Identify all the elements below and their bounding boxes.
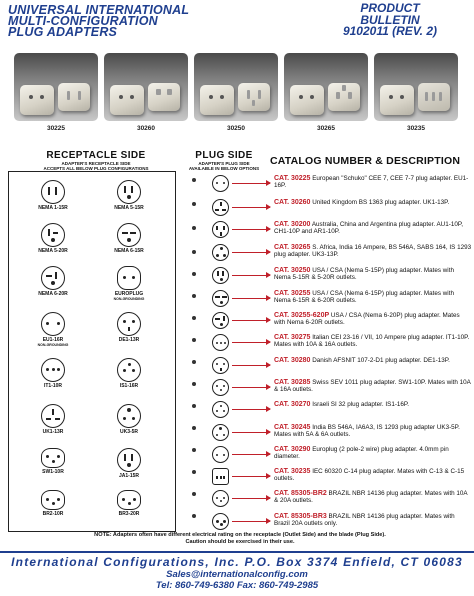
br2-10r-icon — [41, 490, 65, 510]
caution-note — [30, 532, 450, 545]
arrow-icon — [232, 409, 270, 410]
italian-plug-icon — [212, 334, 229, 351]
receptacle-label: BR3-20R — [118, 511, 140, 517]
swiss-plug-icon — [212, 379, 229, 396]
receptacle-uk3-5r — [99, 404, 159, 438]
bulletin-line-3: 9102011 (REV. 2) — [342, 24, 438, 38]
catalog-number: CAT. 30290 — [274, 446, 311, 453]
catalog-description: BRAZIL NBR 14136 plug adapter. Mates with 10A & 20A outlets. — [274, 490, 468, 505]
receptacle-label: UK3-5R — [119, 429, 139, 435]
bulletin-line-2: BULLETIN — [360, 12, 420, 27]
arrow-icon — [232, 498, 270, 499]
plug-subheading-1: ADAPTER'S PLUG SIDE — [198, 161, 250, 166]
brazil-plug-icon — [212, 490, 229, 507]
photo-label: 30265 — [316, 125, 336, 132]
catalog-row-30200 — [212, 221, 474, 241]
bulletin-line-1: PRODUCT — [360, 1, 420, 15]
title-line-1: UNIVERSAL INTERNATIONAL — [8, 3, 190, 17]
receptacle-uk1-13r — [23, 404, 83, 438]
uk1-13r-icon — [41, 404, 65, 428]
photo-label: 30235 — [406, 125, 426, 132]
catalog-row-30280 — [212, 357, 474, 377]
catalog-description: United Kingdom BS 1363 plug adapter. UK1-13P. — [312, 199, 450, 206]
adapter-photo-30225 — [14, 53, 98, 121]
receptacle-label: BR2-10R — [42, 511, 64, 517]
br3-20r-icon — [117, 490, 141, 510]
receptacle-subheading-2: ACCEPTS ALL BELOW PLUG CONFIGURATIONS — [43, 166, 149, 171]
adapter-photo-30265 — [284, 53, 368, 121]
catalog-row-30235 — [212, 468, 474, 488]
arrow-icon — [232, 320, 270, 321]
catalog-number: CAT. 85305-BR2 — [274, 490, 327, 497]
europlug-icon — [212, 446, 229, 463]
arrow-icon — [232, 275, 270, 276]
nema-6-15r-icon — [117, 223, 141, 247]
receptacle-label: EU1-16R — [42, 337, 64, 343]
arrow-icon — [232, 365, 270, 366]
catalog-row-85305-br2 — [212, 490, 474, 510]
catalog-number: CAT. 30245 — [274, 424, 311, 431]
note-line-1: NOTE: Adapters often have different electrical rating on the receptacle (Outlet Side) and the blade (Plug Side). — [94, 532, 386, 538]
catalog-row-30245 — [212, 424, 474, 444]
catalog-description: Danish AFSNIT 107-2-D1 plug adapter. DE1-13P. — [312, 357, 450, 364]
receptacle-nema-6-20r — [23, 266, 83, 300]
receptacle-label: JA1-15R — [118, 473, 139, 479]
nema-5-15p-icon — [212, 267, 229, 284]
arrow-icon — [232, 342, 270, 343]
company-address: International Configurations, Inc. P.O. Box 3374 Enfield, CT 06083 — [11, 555, 463, 569]
arrow-icon — [232, 521, 270, 522]
nema-6-15p-icon — [212, 290, 229, 307]
arrow-icon — [232, 183, 270, 184]
catalog-description: USA / CSA (Nema 6-20P) plug adapter. Mates with Nema 6-20R outlets. — [274, 312, 460, 327]
catalog-description: India BS 546A, IA6A3, IS 1293 plug adapter UK3-5P. Mates with 5A & 6A outlets. — [274, 424, 460, 439]
catalog-number: CAT. 30270 — [274, 401, 311, 408]
catalog-row-30250 — [212, 267, 474, 287]
arrow-icon — [232, 207, 270, 208]
catalog-row-85305-br3 — [212, 513, 474, 533]
receptacle-label: SW1-10R — [42, 469, 64, 475]
catalog-row-30290 — [212, 446, 474, 466]
receptacle-de1-13r — [99, 312, 159, 346]
receptacle-eu1-16r — [23, 312, 83, 346]
receptacle-europlug — [99, 266, 159, 300]
catalog-description: Swiss SEV 1011 plug adapter. SW1-10P. Mates with 10A & 16A outlets. — [274, 379, 471, 394]
sw1-10r-icon — [41, 448, 65, 468]
catalog-number: CAT. 30285 — [274, 379, 311, 386]
arrow-icon — [232, 476, 270, 477]
catalog-description: S. Africa, India 16 Ampere, BS 546A, SABS 164, IS 1293 plug adapter. UK3-13P. — [274, 244, 472, 259]
title-line-3: PLUG ADAPTERS — [8, 25, 118, 39]
catalog-row-30275 — [212, 334, 474, 354]
title-line-2: MULTI-CONFIGURATION — [8, 14, 158, 28]
catalog-row-30265 — [212, 244, 474, 264]
catalog-description: Italian CEI 23-16 / VII, 10 Ampere plug adapter. IT1-10P. Mates with 10A & 16A outlets. — [274, 334, 470, 349]
nema-5-15r-icon — [117, 180, 141, 204]
brazil-plug-icon — [212, 513, 229, 530]
catalog-row-30260 — [212, 199, 474, 219]
nema-6-20p-icon — [212, 312, 229, 329]
catalog-number: CAT. 85305-BR3 — [274, 513, 327, 520]
plug-heading-block — [188, 150, 260, 171]
receptacle-label: NEMA 5-15R — [114, 205, 144, 211]
plug-heading: PLUG SIDE — [195, 150, 253, 161]
catalog-description: Australia, China and Argentina plug adapter. AU1-10P, CH1-10P and AR1-10P. — [274, 221, 463, 236]
nema-5-20r-icon — [41, 223, 65, 247]
adapter-photo-30260 — [104, 53, 188, 121]
arrow-icon — [232, 298, 270, 299]
europlug-icon — [117, 266, 141, 290]
document-title — [8, 5, 258, 38]
receptacle-grid — [8, 171, 176, 532]
ja1-15r-icon — [117, 448, 141, 472]
receptacle-label: DE1-13R — [118, 337, 140, 343]
footer — [0, 552, 474, 596]
receptacle-heading-block — [12, 150, 180, 171]
note-line-2: Caution should be exercised in their use. — [185, 538, 295, 545]
receptacle-heading: RECEPTACLE SIDE — [46, 150, 146, 161]
receptacle-nema-5-20r — [23, 223, 83, 257]
eu1-16r-icon — [41, 312, 65, 336]
adapter-photo-30250 — [194, 53, 278, 121]
catalog-description: European "Schuko" CEE 7, CEE 7-7 plug adapter. EU1-16P. — [274, 175, 469, 190]
receptacle-is1-16r — [99, 358, 159, 392]
receptacle-sublabel: NON-GROUNDING — [113, 297, 145, 301]
nema-1-15r-icon — [41, 180, 65, 204]
catalog-number: CAT. 30235 — [274, 468, 311, 475]
australia-plug-icon — [212, 221, 229, 238]
adapter-photo-30235 — [374, 53, 458, 121]
photo-label: 30225 — [46, 125, 66, 132]
receptacle-sublabel: NON-GROUNDING — [37, 343, 69, 347]
catalog-number: CAT. 30275 — [274, 334, 311, 341]
catalog-description: BRAZIL NBR 14136 plug adapter. Mates with Brazil 20A outlets only. — [274, 513, 455, 528]
catalog-number: CAT. 30200 — [274, 221, 311, 228]
nema-6-20r-icon — [41, 266, 65, 290]
receptacle-label: NEMA 5-20R — [38, 248, 68, 254]
arrow-icon — [232, 229, 270, 230]
receptacle-br2-10r — [23, 490, 83, 524]
connector-dots — [186, 172, 204, 530]
catalog-number: CAT. 30250 — [274, 267, 311, 274]
catalog-row-30225 — [212, 175, 474, 195]
receptacle-label: NEMA 1-15R — [38, 205, 68, 211]
receptacle-label: IS1-16R — [119, 383, 139, 389]
catalog-description: Israeli SI 32 plug adapter. IS1-16P. — [312, 401, 410, 408]
catalog-number: CAT. 30255 — [274, 290, 311, 297]
catalog-description: USA / CSA (Nema 6-15P) plug adapter. Mates with Nema 6-15R & 6-20R outlets. — [274, 290, 454, 305]
photo-label: 30250 — [226, 125, 246, 132]
catalog-description: Europlug (2 pole-2 wire) plug adapter. 4.0mm pin diameter. — [274, 446, 449, 461]
it1-10r-icon — [41, 358, 65, 382]
iec-c14-plug-icon — [212, 468, 229, 485]
india-plug-icon — [212, 424, 229, 441]
photo-label: 30260 — [136, 125, 156, 132]
catalog-number: CAT. 30225 — [274, 175, 311, 182]
israeli-plug-icon — [212, 401, 229, 418]
catalog-number: CAT. 30260 — [274, 199, 311, 206]
arrow-icon — [232, 387, 270, 388]
receptacle-it1-10r — [23, 358, 83, 392]
receptacle-label: EUROPLUG — [114, 291, 144, 297]
catalog-row-30255-620p — [212, 312, 474, 332]
catalog-description: USA / CSA (Nema 5-15P) plug adapter. Mates with Nema 5-15R & 5-20R outlets. — [274, 267, 454, 282]
receptacle-label: IT1-10R — [43, 383, 63, 389]
arrow-icon — [232, 432, 270, 433]
receptacle-label: UK1-13R — [42, 429, 64, 435]
product-photo-strip — [0, 47, 474, 143]
catalog-row-30285 — [212, 379, 474, 399]
catalog-description: IEC 60320 C-14 plug adapter. Mates with C-13 & C-15 outlets. — [274, 468, 465, 483]
receptacle-nema-1-15r — [23, 180, 83, 214]
phone-fax: Tel: 860-749-6380 Fax: 860-749-2985 — [155, 580, 319, 591]
receptacle-br3-20r — [99, 490, 159, 524]
sales-email[interactable]: Sales@internationalconfig.com — [166, 569, 308, 580]
receptacle-nema-6-15r — [99, 223, 159, 257]
catalog-number: CAT. 30255-620P — [274, 312, 330, 319]
catalog-row-30255 — [212, 290, 474, 310]
receptacle-ja1-15r — [99, 448, 159, 482]
plug-subheading-2: AVAILABLE IN BELOW OPTIONS — [188, 166, 260, 171]
uk3-5r-icon — [117, 404, 141, 428]
receptacle-sw1-10r — [23, 448, 83, 482]
is1-16r-icon — [117, 358, 141, 382]
schuko-plug-icon — [212, 175, 229, 192]
receptacle-label: NEMA 6-15R — [114, 248, 144, 254]
south-africa-plug-icon — [212, 244, 229, 261]
catalog-number: CAT. 30265 — [274, 244, 311, 251]
receptacle-nema-5-15r — [99, 180, 159, 214]
receptacle-label: NEMA 6-20R — [38, 291, 68, 297]
de1-13r-icon — [117, 312, 141, 336]
catalog-heading: CATALOG NUMBER & DESCRIPTION — [270, 155, 461, 167]
receptacle-subheading-1: ADAPTER'S RECEPTACLE SIDE — [61, 161, 131, 166]
bulletin-block — [320, 3, 460, 38]
arrow-icon — [232, 454, 270, 455]
arrow-icon — [232, 252, 270, 253]
catalog-row-30270 — [212, 401, 474, 421]
uk-plug-icon — [212, 199, 229, 216]
catalog-number: CAT. 30280 — [274, 357, 311, 364]
danish-plug-icon — [212, 357, 229, 374]
